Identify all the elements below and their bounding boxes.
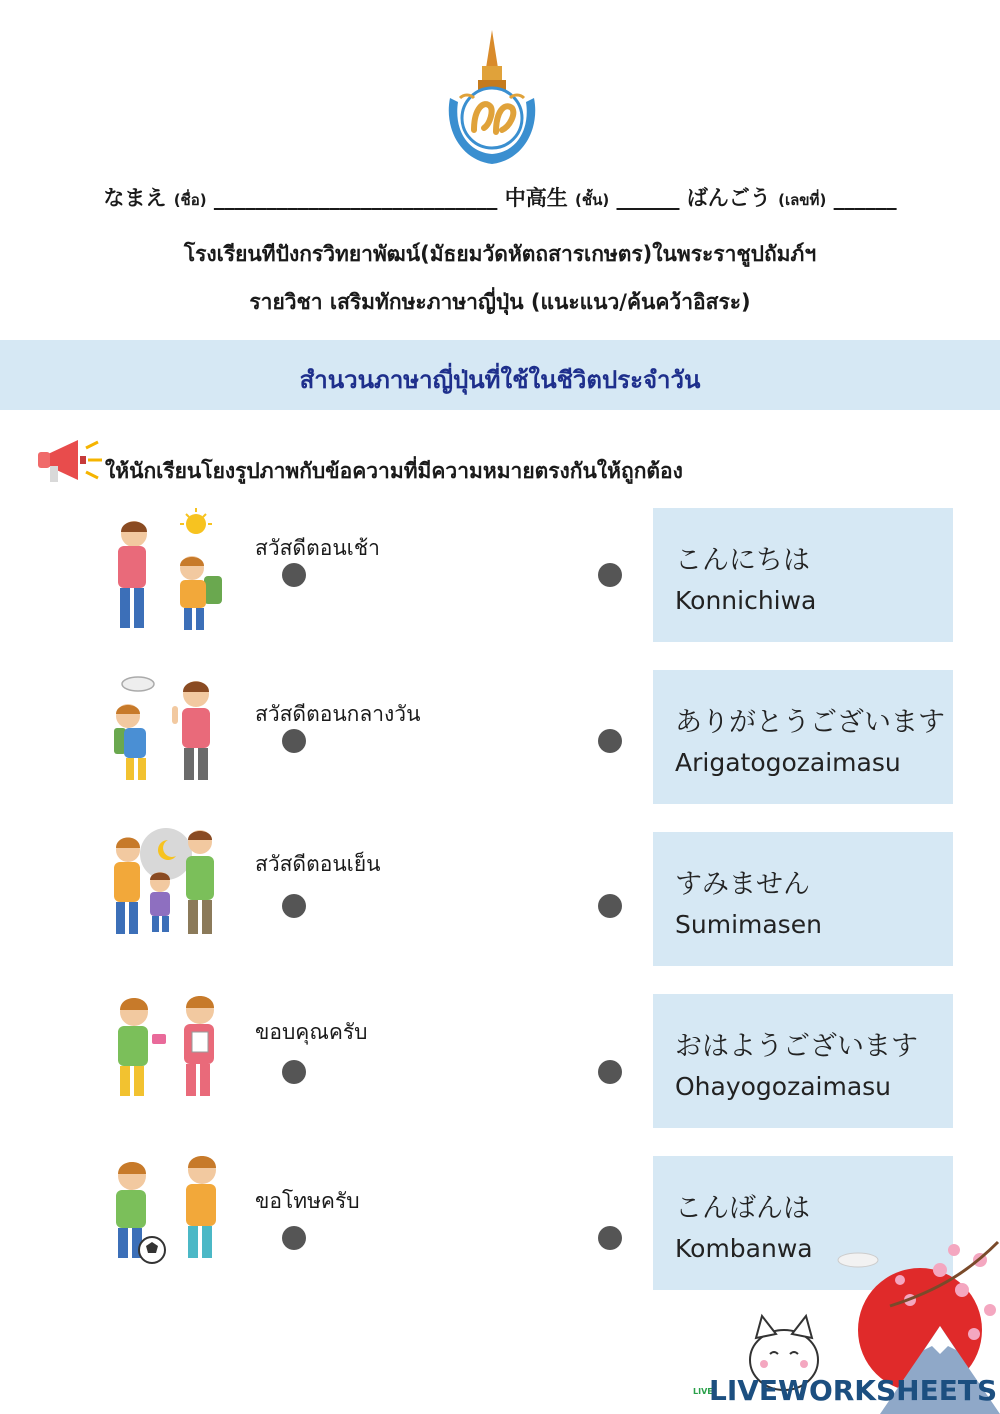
left-item-label: สวัสดีตอนกลางวัน (255, 702, 421, 726)
school-logo (440, 28, 544, 168)
answer-card (653, 832, 953, 966)
name-label-th: (ชื่อ) (173, 191, 207, 209)
answer-japanese: ありがとうございます (675, 707, 945, 738)
apology-illustration (104, 1146, 234, 1281)
right-match-dot[interactable] (598, 563, 622, 587)
number-label-jp: ばんごう (686, 186, 771, 210)
name-label-jp: なまえ (103, 186, 167, 210)
answer-japanese: おはようございます (675, 1031, 918, 1062)
left-match-dot[interactable] (282, 729, 306, 753)
left-item-label: สวัสดีตอนเช้า (255, 536, 380, 560)
answer-japanese: こんにちは (675, 545, 810, 576)
class-label-th: (ชั้น) (575, 191, 610, 209)
school-name: โรงเรียนทีปังกรวิทยาพัฒน์(มัธยมวัดหัตถสารเกษตร)ในพระราชูปถัมภ์ฯ (183, 242, 817, 266)
number-field[interactable]: ______ (833, 186, 897, 210)
liveworksheets-logo[interactable] (693, 1374, 997, 1407)
student-info-line (0, 182, 1000, 212)
answer-romaji: Sumimasen (675, 910, 822, 939)
thank-you-illustration (104, 986, 234, 1121)
right-match-dot[interactable] (598, 1226, 622, 1250)
afternoon-greeting-illustration (104, 672, 234, 807)
left-match-dot[interactable] (282, 563, 306, 587)
answer-card (653, 994, 953, 1128)
answer-japanese: すみません (675, 869, 810, 900)
instruction-text: ให้นักเรียนโยงรูปภาพกับข้อความที่มีความหมายตรงกันให้ถูกต้อง (105, 459, 683, 483)
right-match-dot[interactable] (598, 894, 622, 918)
class-field[interactable]: ______ (616, 186, 680, 210)
liveworksheets-mark: LIVE (693, 1387, 713, 1396)
megaphone-icon (34, 436, 104, 486)
answer-romaji: Konnichiwa (675, 586, 817, 615)
left-item-label: สวัสดีตอนเย็น (255, 852, 381, 876)
number-label-th: (เลขที่) (778, 191, 827, 209)
answer-card (653, 508, 953, 642)
left-match-dot[interactable] (282, 894, 306, 918)
name-field[interactable]: ___________________________ (213, 186, 498, 210)
liveworksheets-brand-text: LIVEWORKSHEETS (709, 1374, 998, 1407)
class-label-jp: 中高生 (504, 186, 568, 210)
morning-greeting-illustration (104, 506, 234, 641)
answer-japanese: こんばんは (675, 1193, 810, 1224)
answer-romaji: Kombanwa (675, 1234, 813, 1263)
left-match-dot[interactable] (282, 1226, 306, 1250)
subject-name: รายวิชา เสริมทักษะภาษาญี่ปุ่น (แนะแนว/ค้นคว้าอิสระ) (249, 290, 751, 314)
evening-greeting-illustration (104, 820, 234, 955)
left-match-dot[interactable] (282, 1060, 306, 1084)
title-banner (0, 340, 1000, 410)
answer-card (653, 670, 953, 804)
right-match-dot[interactable] (598, 1060, 622, 1084)
left-item-label: ขอบคุณครับ (255, 1020, 368, 1044)
right-match-dot[interactable] (598, 729, 622, 753)
worksheet-title: สำนวนภาษาญี่ปุ่นที่ใช้ในชีวิตประจำวัน (299, 366, 701, 394)
answer-romaji: Arigatogozaimasu (675, 748, 901, 777)
answer-romaji: Ohayogozaimasu (675, 1072, 892, 1101)
left-item-label: ขอโทษครับ (255, 1189, 360, 1213)
